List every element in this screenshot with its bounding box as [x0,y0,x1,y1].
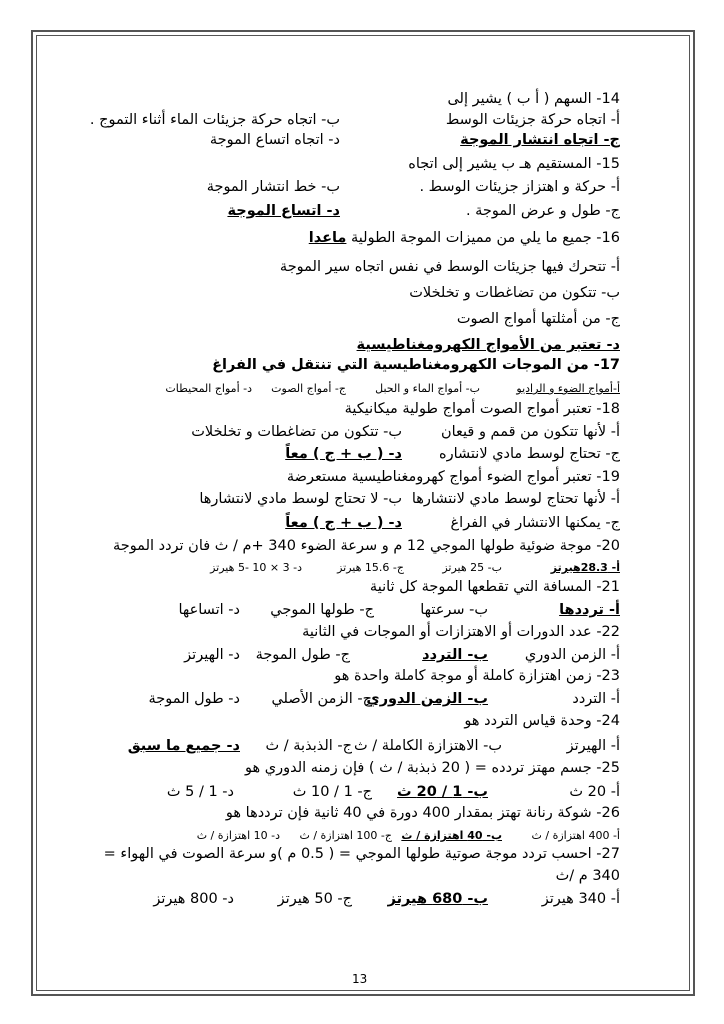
q27-option-c: ج- 50 هيرتز [277,891,352,907]
q25-option-b: ب- 1 / 20 ث [397,784,488,800]
q18-option-d: د- ( ب + ج ) معاً [285,446,402,462]
page-number: 13 [352,972,368,986]
q24-option-d: د- جميع ما سبق [127,738,240,754]
q21-option-d: د- اتساعها [178,602,240,618]
q25-option-c: ج- 1 / 10 ث [292,784,372,800]
question-25: 25- جسم مهتز تردده = ( 20 ذبذبة / ث ) فإن زمنه الدوري هو [245,760,620,776]
q20-option-b: ب- 25 هيرتز [442,561,502,574]
q25-option-a: أ- 20 ث [569,784,620,800]
question-27: 27- احسب تردد موجة صوتية طولها الموجي = ( 0.5 م )و سرعة الصوت في الهواء = [103,846,620,862]
q27-option-d: د- 800 هيرتز [153,891,234,907]
q15-option-c: ج- طول و عرض الموجة . [465,203,620,219]
q22-option-d: د- الهيرتز [184,647,240,663]
q18-option-c: ج- تحتاج لوسط مادي لانتشاره [438,446,620,462]
q23-option-a: أ- التردد [572,691,620,707]
q20-option-d: د- 3 × 10 -5 هيرتز [210,561,302,574]
q17-option-c: ج- أمواج الصوت [271,382,346,395]
q15-option-d: د- اتساع الموجة [227,203,340,219]
q23-option-d: د- طول الموجة [148,691,240,707]
q19-option-b: ب- لا تحتاج لوسط مادي لانتشارها [199,491,402,507]
q24-option-c: ج- الذبذبة / ث [265,738,352,754]
q21-option-b: ب- سرعتها [420,602,488,618]
q26-option-d: د- 10 اهتزازة / ث [196,829,280,842]
q17-option-b: ب- أمواج الماء و الحبل [375,382,480,395]
q19-option-c: ج- يمكنها الانتشار في الفراغ [450,515,620,531]
q26-option-b: ب- 40 اهتزازة / ث [401,829,502,842]
q16-question-text: 16- جميع ما يلي من مميزات الموجة الطولية [351,230,620,246]
question-23: 23- زمن اهتزازة كاملة أو موجة كاملة واحدة هو [334,668,620,684]
q23-option-b: ب- الزمن الدوري [366,691,488,707]
question-27-line-2: 340 م /ث [555,868,620,884]
question-17: 17- من الموجات الكهرومغناطيسية التي تنتقل في الفراغ [212,357,620,373]
q27-option-b: ب- 680 هيرتز [387,891,488,907]
q24-option-a: أ- الهيرتز [566,738,620,754]
question-19: 19- تعتبر أمواج الضوء أمواج كهرومغناطيسية مستعرضة [286,469,620,485]
q17-option-a: أ-أمواج الضوء و الراديو [516,382,620,395]
q14-option-d: د- اتجاه اتساع الموجة [209,132,340,148]
q27-option-a: أ- 340 هيرتز [541,891,620,907]
question-26: 26- شوكة رنانة تهتز بمقدار 400 دورة في 40 ثانية فإن ترددها هو [225,805,620,821]
q26-option-c: ج- 100 اهتزازة / ث [299,829,392,842]
q16-question-except: ماعدا [308,230,347,246]
q18-option-a: أ- لأنها تتكون من قمم و قيعان [440,424,620,440]
q17-option-d: د- أمواج المحيطات [165,382,252,395]
q14-option-a: أ- اتجاه حركة جزيئات الوسط [445,112,620,128]
q22-option-a: أ- الزمن الدوري [524,647,620,663]
q26-option-a: أ- 400 اهتزازة / ث [531,829,620,842]
q16-option-b: ب- تتكون من تضاغطات و تخلخلات [409,285,620,301]
q21-option-c: ج- طولها الموجي [270,602,374,618]
question-18: 18- تعتبر أمواج الصوت أمواج طولية ميكانيكية [344,401,620,417]
question-20: 20- موجة ضوئية طولها الموجي 12 م و سرعة الضوء 340 +م / ث فان تردد الموجة [112,538,620,554]
question-15: 15- المستقيم هـ ب يشير إلى اتجاه [408,156,620,172]
q14-option-b: ب- اتجاه حركة جزيئات الماء أثناء التموج . [89,112,340,128]
q23-option-c: ج- الزمن الأصلي [271,691,372,707]
question-22: 22- عدد الدورات أو الاهتزازات أو الموجات في الثانية [302,624,620,640]
q22-option-b: ب- التردد [422,647,488,663]
q24-option-b: ب- الاهتزازة الكاملة / ث [353,738,502,754]
q14-option-c: ج- اتجاه انتشار الموجة [460,132,620,148]
question-24: 24- وحدة قياس التردد هو [464,713,620,729]
q19-option-a: أ- لأنها تحتاج لوسط مادي لانتشارها [411,491,620,507]
q16-option-d: د- تعتبر من الأمواج الكهرومغناطيسية [356,337,620,353]
q20-option-c: ج- 15.6 هيرتز [337,561,404,574]
q22-option-c: ج- طول الموجة [255,647,350,663]
q16-option-a: أ- تتحرك فيها جزيئات الوسط في نفس اتجاه سير الموجة [279,259,620,275]
q19-option-d: د- ( ب + ج ) معاً [285,515,402,531]
question-14: 14- السهم ( أ ب ) يشير إلى [447,91,620,107]
q25-option-d: د- 1 / 5 ث [166,784,234,800]
q20-option-a: أ- 28.3هيرتز [550,561,620,574]
q15-option-a: أ- حركة و اهتزاز جزيئات الوسط . [419,179,620,195]
q16-option-c: ج- من أمثلتها أمواج الصوت [456,311,620,327]
question-16 [309,229,620,247]
q18-option-b: ب- تتكون من تضاغطات و تخلخلات [191,424,402,440]
q15-option-b: ب- خط انتشار الموجة [206,179,340,195]
q21-option-a: أ- ترددها [559,602,620,618]
question-21: 21- المسافة التي تقطعها الموجة كل ثانية [369,579,620,595]
